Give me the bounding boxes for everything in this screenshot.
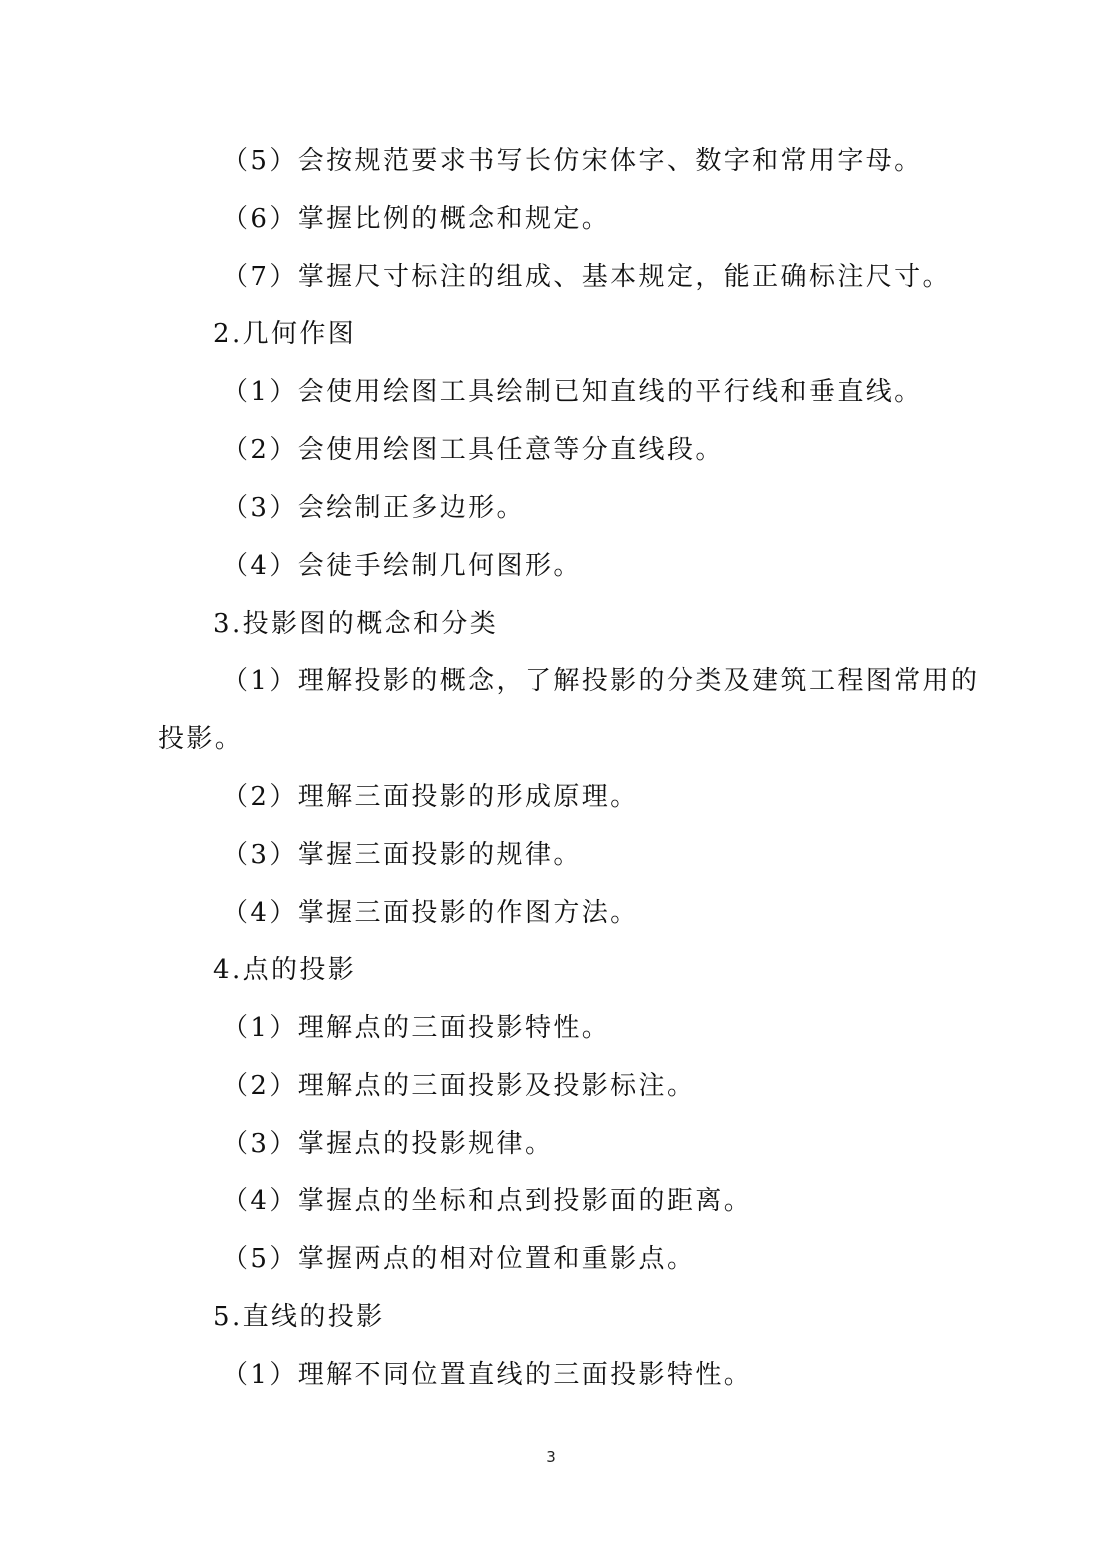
section-heading: 4.点的投影 <box>213 955 357 985</box>
list-item: （6）掌握比例的概念和规定。 <box>222 204 611 234</box>
list-item: （4）会徒手绘制几何图形。 <box>222 551 582 581</box>
list-item: （2）理解三面投影的形成原理。 <box>222 782 639 812</box>
list-item: （1）会使用绘图工具绘制已知直线的平行线和垂直线。 <box>222 377 923 407</box>
list-item: （2）理解点的三面投影及投影标注。 <box>222 1071 696 1101</box>
list-item: （2）会使用绘图工具任意等分直线段。 <box>222 435 724 465</box>
list-item: （5）会按规范要求书写长仿宋体字、数字和常用字母。 <box>222 146 923 176</box>
list-item-continuation: 投影。 <box>158 724 244 754</box>
list-item: （4）掌握点的坐标和点到投影面的距离。 <box>222 1186 753 1216</box>
list-item: （3）掌握点的投影规律。 <box>222 1129 554 1159</box>
page-number: 3 <box>546 1448 556 1466</box>
list-item: （1）理解点的三面投影特性。 <box>222 1013 611 1043</box>
list-item: （7）掌握尺寸标注的组成、基本规定，能正确标注尺寸。 <box>222 262 951 292</box>
list-item: （1）理解不同位置直线的三面投影特性。 <box>222 1360 753 1390</box>
list-item: （3）会绘制正多边形。 <box>222 493 525 523</box>
list-item: （3）掌握三面投影的规律。 <box>222 840 582 870</box>
section-heading: 2.几何作图 <box>213 319 357 349</box>
list-item: （5）掌握两点的相对位置和重影点。 <box>222 1244 696 1274</box>
list-item: （4）掌握三面投影的作图方法。 <box>222 898 639 928</box>
section-heading: 3.投影图的概念和分类 <box>213 609 499 639</box>
section-heading: 5.直线的投影 <box>213 1302 385 1332</box>
list-item: （1）理解投影的概念，了解投影的分类及建筑工程图常用的 <box>222 666 980 696</box>
